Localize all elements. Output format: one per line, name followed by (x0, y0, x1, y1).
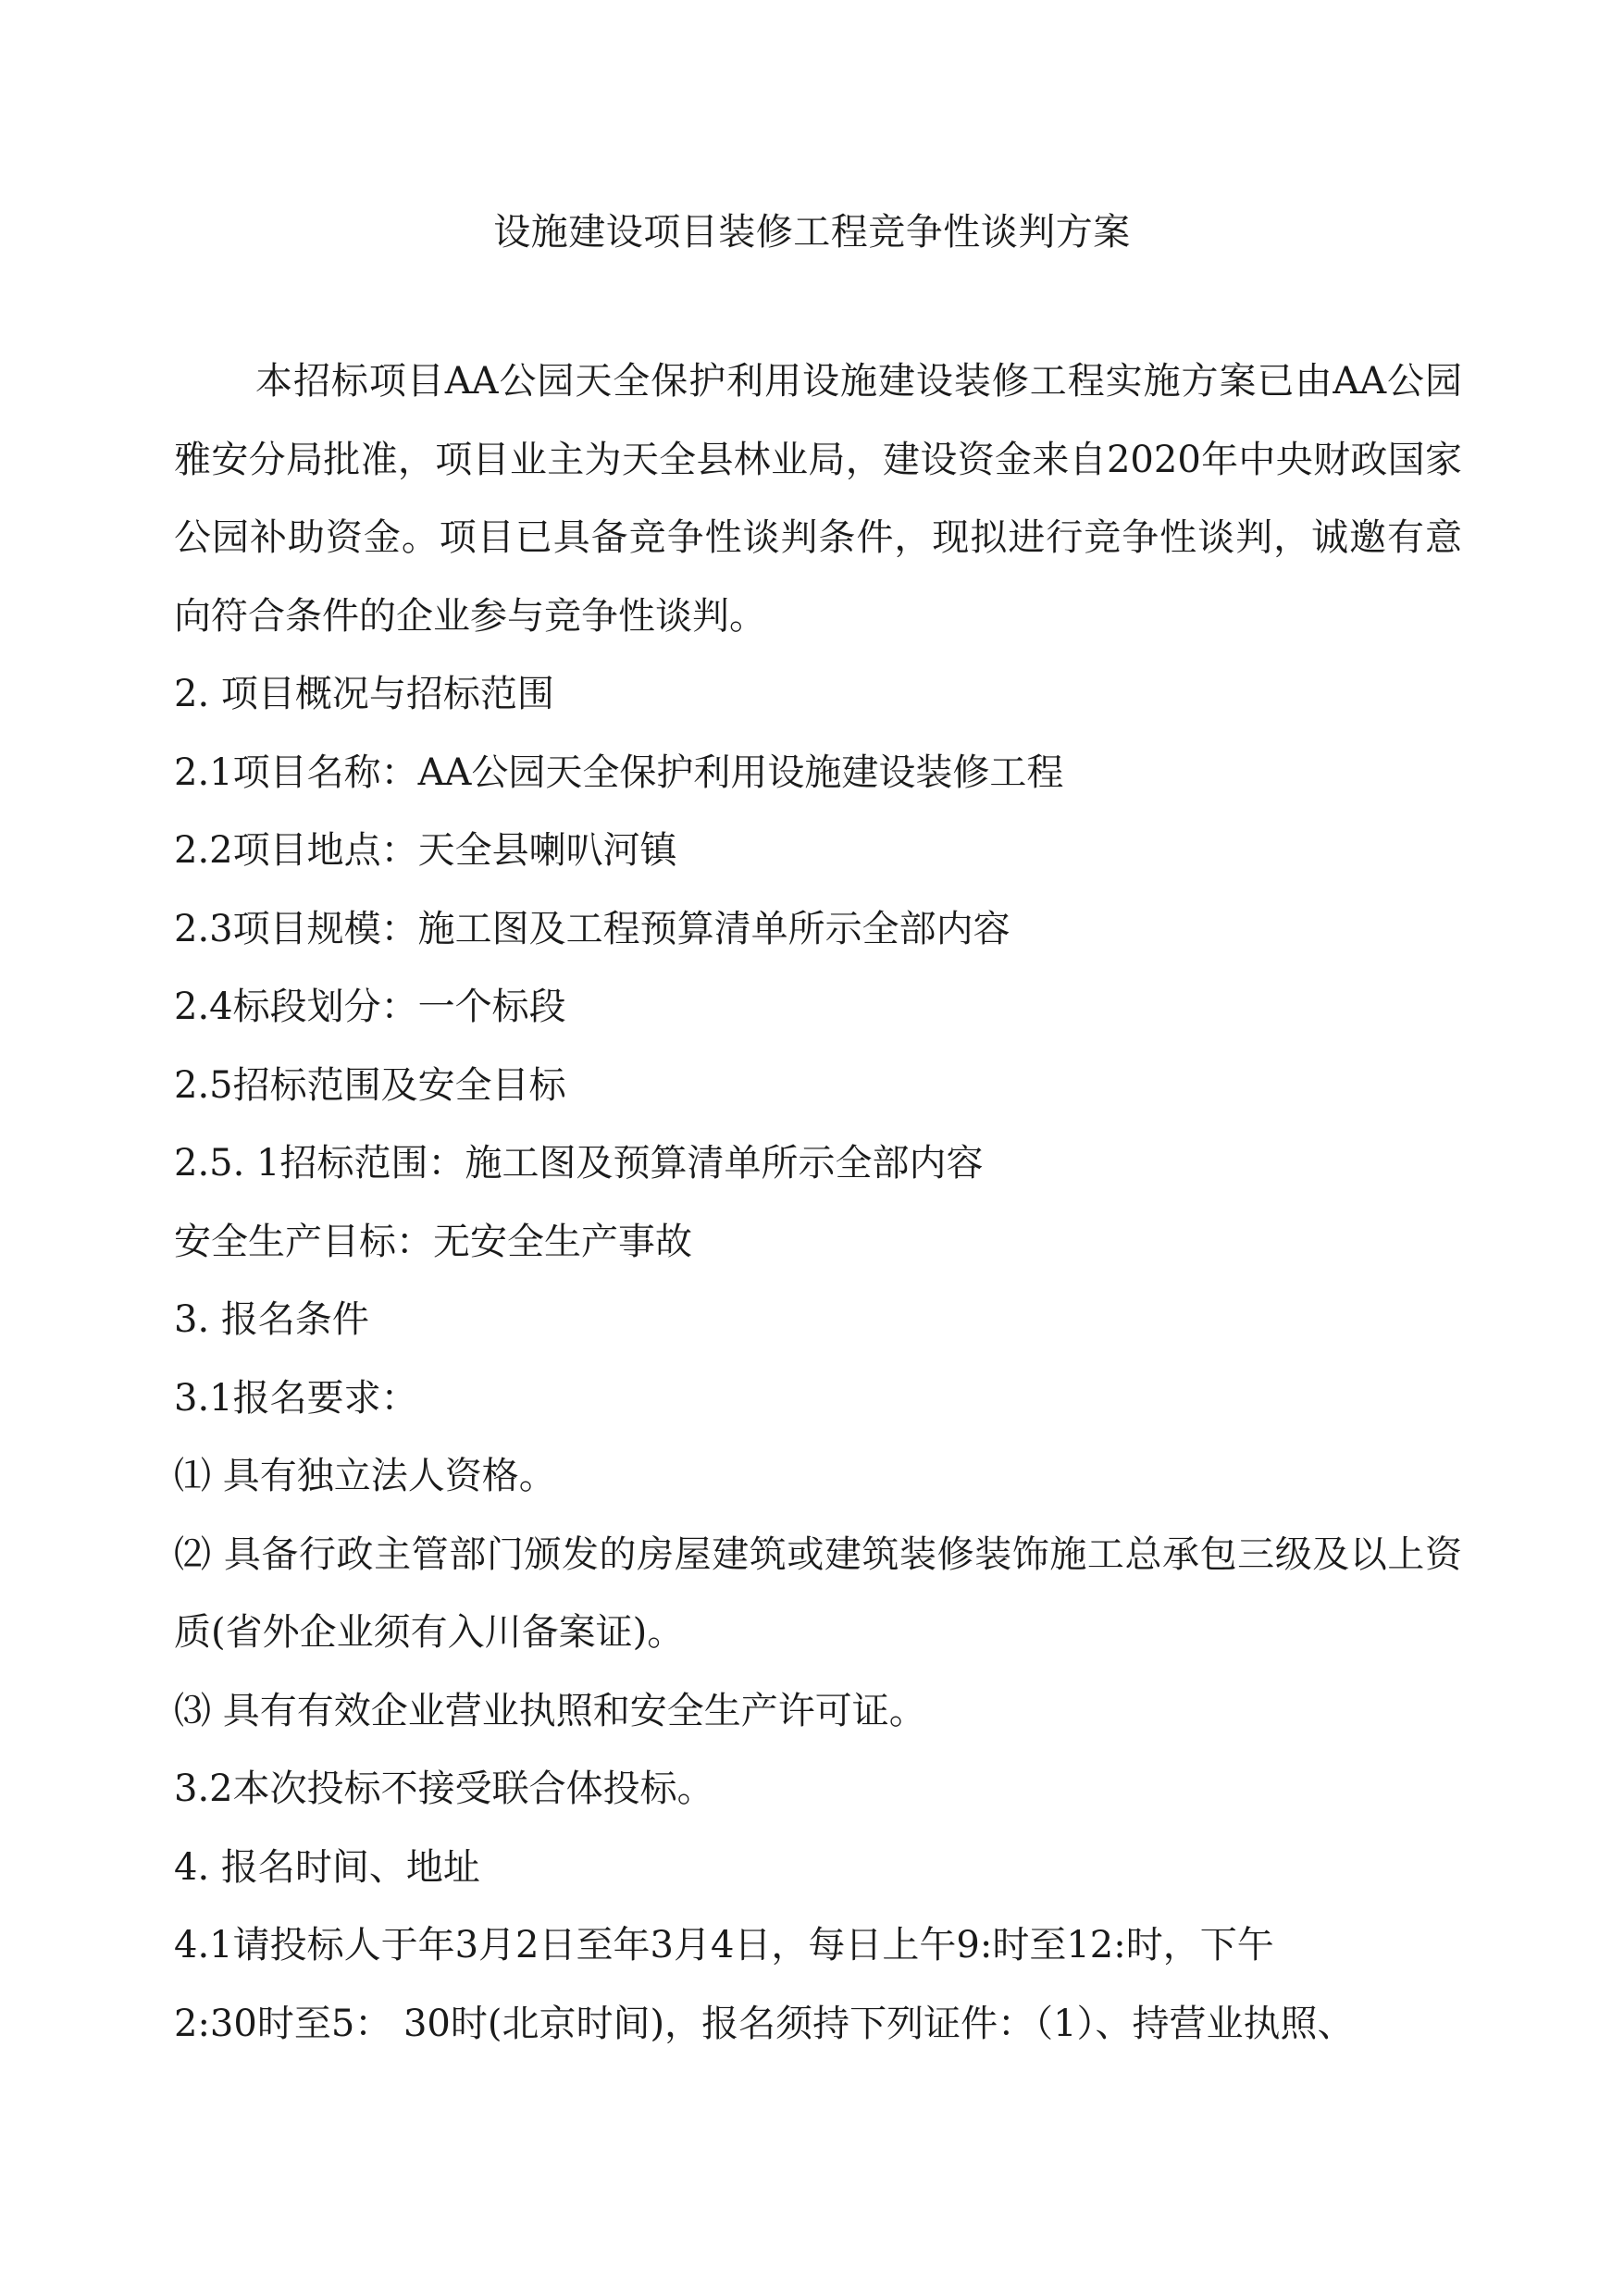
scope-heading-line: 2.5招标范围及安全目标 (174, 1063, 566, 1107)
requirement-item-2: ⑵ 具备行政主管部门颁发的房屋建筑或建筑装修装饰施工总承包三级及以上资质(省外企业须有入川备案证)。 (174, 1532, 1462, 1654)
registration-time-line-1: 4.1请投标人于年3月2日至年3月4日，每日上午9:时至12:时，下午 (174, 1924, 1274, 1966)
document-title: 设施建设项目装修工程竞争性谈判方案 (493, 211, 1131, 254)
requirement-item-3: ⑶ 具有有效企业营业执照和安全生产许可证。 (174, 1689, 926, 1732)
section-heading-project-overview: 2. 项目概况与招标范围 (174, 673, 554, 715)
project-scale-line: 2.3项目规模：施工图及工程预算清单所示全部内容 (174, 907, 1010, 950)
section-heading-registration-time: 4. 报名时间、地址 (174, 1845, 480, 1889)
safety-goal-line: 安全生产目标：无安全生产事故 (174, 1220, 692, 1263)
scope-line: 2.5. 1招标范围：施工图及预算清单所示全部内容 (174, 1142, 984, 1185)
requirement-item-1: ⑴ 具有独立法人资格。 (174, 1455, 556, 1497)
registration-requirements-line: 3.1报名要求： (174, 1376, 418, 1420)
registration-time-line-2: 2:30时至5： 30时(北京时间)，报名须持下列证件：（1）、持营业执照、 (174, 2002, 1355, 2045)
project-name-line: 2.1项目名称：AA公园天全保护利用设施建设装修工程 (174, 751, 1064, 794)
section-heading-registration-conditions: 3. 报名条件 (174, 1298, 369, 1341)
intro-paragraph: 本招标项目AA公园天全保护利用设施建设装修工程实施方案已由AA公园雅安分局批准，项目业主为天全县林业局，建设资金来自2020年中央财政国家公园补助资金。项目已具备竞争性谈判条件，现拟进行竞争性谈判，诚邀有意向符合条件的企业参与竞争性谈判。 (174, 360, 1462, 638)
consortium-line: 3.2本次投标不接受联合体投标。 (174, 1768, 714, 1810)
body-lines (174, 655, 1462, 2063)
section-division-line: 2.4标段划分：一个标段 (174, 986, 566, 1028)
project-location-line: 2.2项目地点：天全县喇叭河镇 (174, 829, 677, 872)
